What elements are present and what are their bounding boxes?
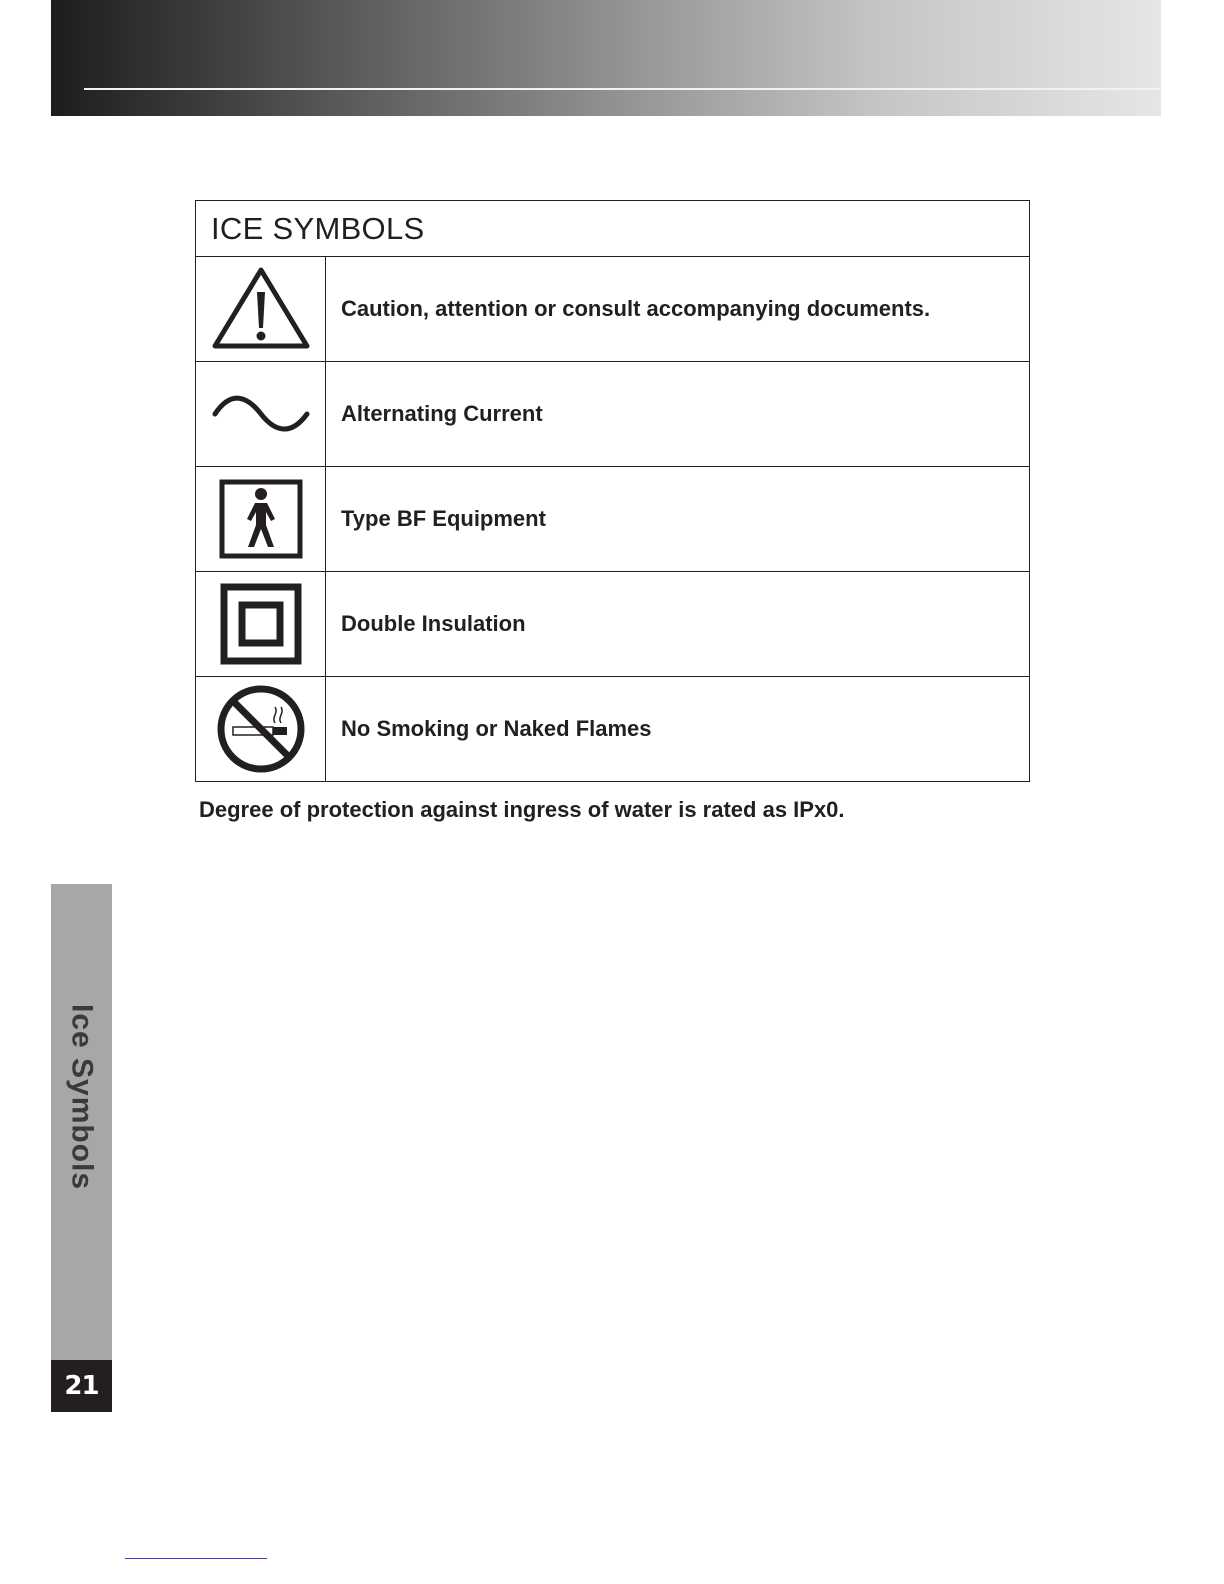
page-number: 21 (51, 1360, 112, 1412)
ice-symbols-table (195, 200, 1030, 782)
table-row (196, 467, 1030, 572)
bottom-rule (125, 1558, 267, 1559)
water-protection-note: Degree of protection against ingress of water is rated as IPx0. (199, 797, 845, 822)
alternating-current-icon (211, 394, 311, 434)
table-row (196, 572, 1030, 677)
double-insulation-icon (220, 583, 302, 665)
symbol-description: Double Insulation (326, 572, 1030, 677)
symbol-description: Alternating Current (326, 362, 1030, 467)
table-row (196, 677, 1030, 782)
table-row (196, 257, 1030, 362)
symbol-description: Type BF Equipment (326, 467, 1030, 572)
symbol-description: Caution, attention or consult accompanying documents. (326, 257, 1030, 362)
table-title: ICE SYMBOLS (196, 201, 1030, 257)
table-row (196, 362, 1030, 467)
no-smoking-icon (215, 683, 307, 775)
type-bf-equipment-icon (219, 479, 303, 559)
header-gradient-band (51, 0, 1161, 116)
caution-triangle-icon (211, 266, 311, 352)
side-tab-label-container (51, 884, 112, 1360)
side-tab-label: Ice Symbols (65, 1003, 99, 1191)
symbol-description: No Smoking or Naked Flames (326, 677, 1030, 782)
header-rule (84, 88, 1161, 90)
